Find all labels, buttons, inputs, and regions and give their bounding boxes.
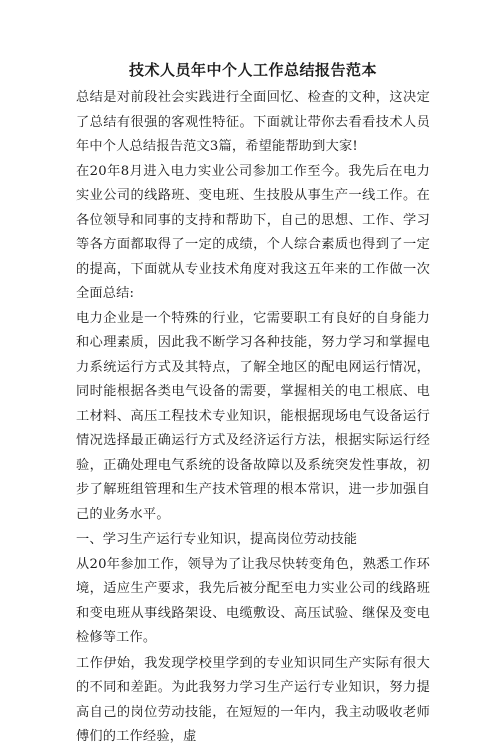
document-body bbox=[76, 86, 430, 750]
section-heading-1: 一、学习生产运行专业知识，提高岗位劳动技能 bbox=[76, 532, 358, 547]
paragraph-industry: 电力企业是一个特殊的行业，它需要职工有良好的自身能力和心理素质，因此我不断学习各种技能，努力学习和掌握电力系统运行方式及其特点，了解全地区的配电网运行情况，同时能根据各类电气设备的需要，掌握相关的电工根底、电工材料、高压工程技术专业知识，能根据现场电气设备运行情况选择最正确运行方式及经济运行方法，根据实际运行经验，正确处理电气系统的设备故障以及系统突发性事故，初步了解班组管理和生产技术管理的根本常识，进一步加强自己的业务水平。 bbox=[76, 310, 430, 522]
paragraph-intro: 总结是对前段社会实践进行全面回忆、检查的文种，这决定了总结有很强的客观性特征。下面就让带你去看看技术人员年中个人总结报告范文3篇，希望能帮助到大家! bbox=[76, 90, 430, 154]
document-title: 技术人员年中个人工作总结报告范本 bbox=[128, 61, 377, 79]
paragraph-learning: 工作伊始，我发现学校里学到的专业知识同生产实际有很大的不同和差距。为此我努力学习生产运行专业知识，努力提高自己的岗位劳动技能，在短短的一年内，我主动吸收老师傅们的工作经验，虚 bbox=[76, 655, 430, 744]
paragraph-work-history: 在20年8月进入电力实业公司参加工作至今。我先后在电力实业公司的线路班、变电班、生技股从事生产一线工作。在各位领导和同事的支持和帮助下，自己的思想、工作、学习等各方面都取得了一定的成绩，个人综合素质也得到了一定的提高，下面就从专业技术角度对我这五年来的工作做一次全面总结: bbox=[76, 163, 430, 301]
paragraph-first-job: 从20年参加工作，领导为了让我尽快转变角色，熟悉工作环境，适应生产要求，我先后被分配至电力实业公司的线路班和变电班从事线路架设、电缆敷设、高压试验、继保及变电检修等工作。 bbox=[76, 556, 430, 645]
